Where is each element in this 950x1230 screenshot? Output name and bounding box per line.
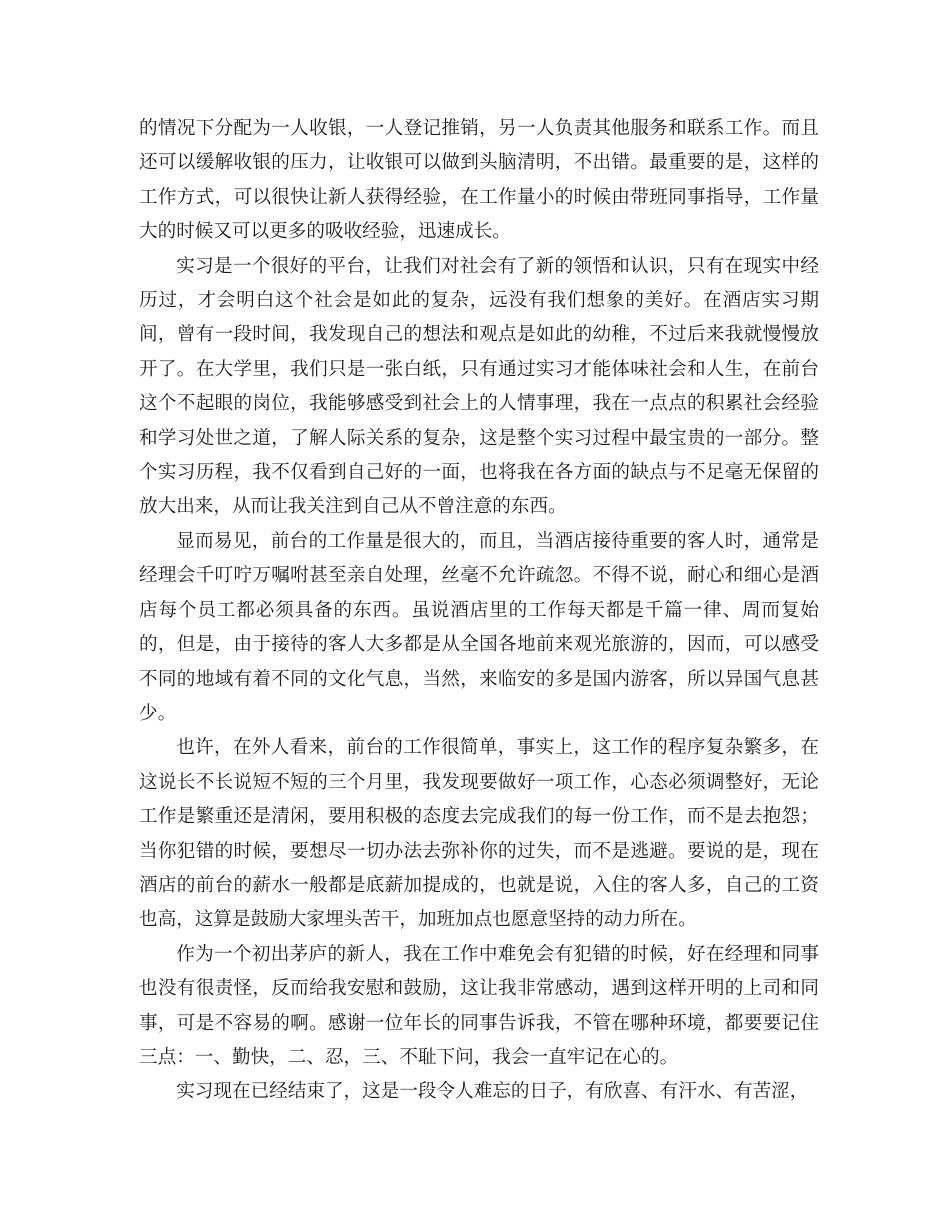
paragraph-6: 实习现在已经结束了，这是一段令人难忘的日子，有欣喜、有汗水、有苦涩， <box>176 1081 809 1103</box>
paragraph-5: 作为一个初出茅庐的新人，我在工作中难免会有犯错的时候，好在经理和同事也没有很责怪，反而给我安慰和鼓励，这让我非常感动，遇到这样开明的上司和同事，可是不容易的啊。感谢一位年长的同事告诉我，不管在哪种环境，都要要记住三点：一、勤快，二、忍，三、不耻下问，我会一直牢记在心的。 <box>139 943 819 1068</box>
paragraph-2: 实习是一个很好的平台，让我们对社会有了新的领悟和认识，只有在现实中经历过，才会明白这个社会是如此的复杂，远没有我们想象的美好。在酒店实习期间，曾有一段时间，我发现自己的想法和观点是如此的幼稚，不过后来我就慢慢放开了。在大学里，我们只是一张白纸，只有通过实习才能体味社会和人生，在前台这个不起眼的岗位，我能够感受到社会上的人情事理，我在一点点的积累社会经验和学习处世之道，了解人际关系的复杂，这是整个实习过程中最宝贵的一部分。整个实习历程，我不仅看到自己好的一面，也将我在各方面的缺点与不足毫无保留的放大出来，从而让我关注到自己从不曾注意的东西。 <box>139 255 819 518</box>
paragraph-3: 显而易见，前台的工作量是很大的，而且，当酒店接待重要的客人时，通常是经理会千叮咛万嘱咐甚至亲自处理，丝毫不允许疏忽。不得不说，耐心和细心是酒店每个员工都必须具备的东西。虽说酒店里的工作每天都是千篇一律、周而复始的，但是，由于接待的客人大多都是从全国各地前来观光旅游的，因而，可以感受不同的地域有着不同的文化气息，当然，来临安的多是国内游客，所以异国气息甚少。 <box>139 530 819 724</box>
paragraph-4: 也许，在外人看来，前台的工作很简单，事实上，这工作的程序复杂繁多，在这说长不长说短不短的三个月里，我发现要做好一项工作，心态必须调整好，无论工作是繁重还是清闲，要用积极的态度去完成我们的每一份工作，而不是去抱怨；当你犯错的时候，要想尽一切办法去弥补你的过失，而不是逃避。要说的是，现在酒店的前台的薪水一般都是底薪加提成的，也就是说，入住的客人多，自己的工资也高，这算是鼓励大家埋头苦干，加班加点也愿意坚持的动力所在。 <box>139 737 819 931</box>
paragraph-1: 的情况下分配为一人收银，一人登记推销，另一人负责其他服务和联系工作。而且还可以缓解收银的压力，让收银可以做到头脑清明，不出错。最重要的是，这样的工作方式，可以很快让新人获得经验，在工作量小的时候由带班同事指导，工作量大的时候又可以更多的吸收经验，迅速成长。 <box>139 118 819 243</box>
